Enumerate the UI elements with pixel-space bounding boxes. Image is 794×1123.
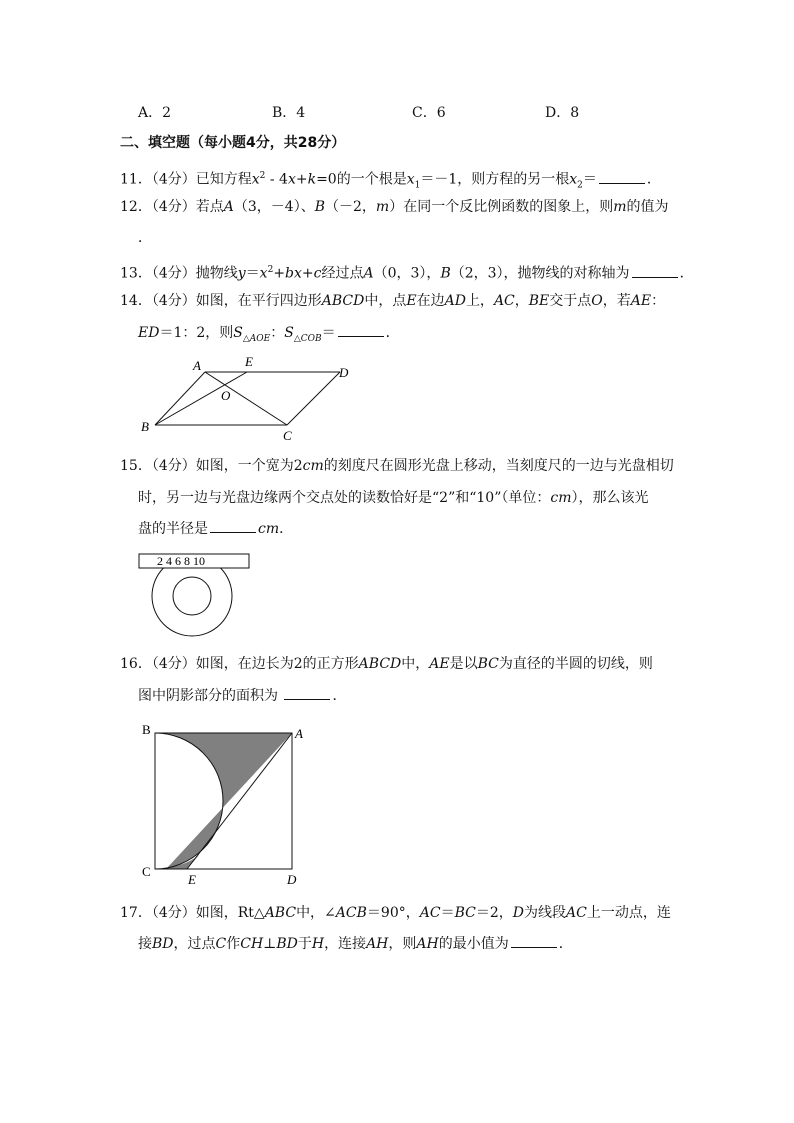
question-12-period: ． — [138, 230, 152, 246]
label-D: D — [287, 872, 297, 887]
question-13: 13．（4分）抛物线$y=x^2+bx+c$经过点A（0，3），B（2，3），抛物线的对称轴为 ． — [120, 265, 694, 282]
question-16-cont: 图中阴影部分的面积为 ． — [138, 688, 347, 704]
question-15-cont2: 盘的半径是 cm． — [138, 521, 294, 537]
label-C: C — [283, 428, 292, 443]
option-d: D．8 — [545, 105, 580, 121]
question-16: 16．（4分）如图，在边长为2的正方形ABCD中，AE是以BC为直径的半圆的切线，则 — [120, 656, 653, 672]
question-11: 11．（4分）已知方程$x^2 - 4x+k=0$的一个根是$x_1=-1$，则方程的另一根$x_2=$ ． — [120, 171, 661, 191]
answer-blank — [632, 265, 678, 278]
answer-blank — [210, 520, 256, 533]
answer-blank — [599, 171, 645, 184]
ruler-ticks: 2 4 6 8 10 — [157, 554, 205, 568]
label-A: A — [295, 726, 303, 741]
label-B: B — [142, 722, 151, 737]
answer-blank — [284, 687, 330, 700]
option-b: B．4 — [272, 105, 306, 121]
question-12: 12．（4分）若点A（3，－4）、B（－2，m）在同一个反比例函数的图象上，则m的值为 — [120, 199, 669, 215]
question-15-cont1: 时，另一边与光盘边缘两个交点处的读数恰好是“2”和“10”（单位：cm），那么该光 — [138, 490, 649, 506]
question-14-cont: ED＝1：2，则$S_{\triangle AOE}$：$S_{\triangle COB}=$ ． — [138, 325, 400, 344]
question-15: 15．（4分）如图，一个宽为2cm的刻度尺在圆形光盘上移动，当刻度尺的一边与光盘相切 — [120, 458, 674, 474]
section-heading: 二、填空题（每小题4分，共28分） — [120, 135, 346, 151]
label-C: C — [142, 864, 151, 879]
label-O: O — [221, 388, 231, 403]
parallelogram-figure — [135, 350, 360, 445]
label-D: D — [339, 365, 349, 380]
option-a: A．2 — [138, 105, 172, 121]
label-E: E — [245, 354, 253, 369]
question-17: 17．（4分）如图，Rt△ABC中，∠ACB＝90°，AC＝BC＝2，D为线段AC上一动点，连 — [120, 905, 671, 921]
answer-blank — [338, 324, 384, 337]
label-B: B — [141, 419, 149, 434]
ruler-disc-figure — [135, 548, 255, 653]
label-A: A — [193, 358, 201, 373]
option-c: C．6 — [412, 105, 446, 121]
answer-blank — [511, 935, 557, 948]
square-semicircle-figure — [135, 718, 315, 893]
label-E: E — [188, 872, 196, 887]
question-17-cont: 接BD，过点C作CH⊥BD于H，连接AH，则AH的最小值为 ． — [138, 936, 573, 952]
question-14: 14．（4分）如图，在平行四边形ABCD中，点E在边AD上，AC，BE交于点O，若AE： — [120, 293, 666, 309]
